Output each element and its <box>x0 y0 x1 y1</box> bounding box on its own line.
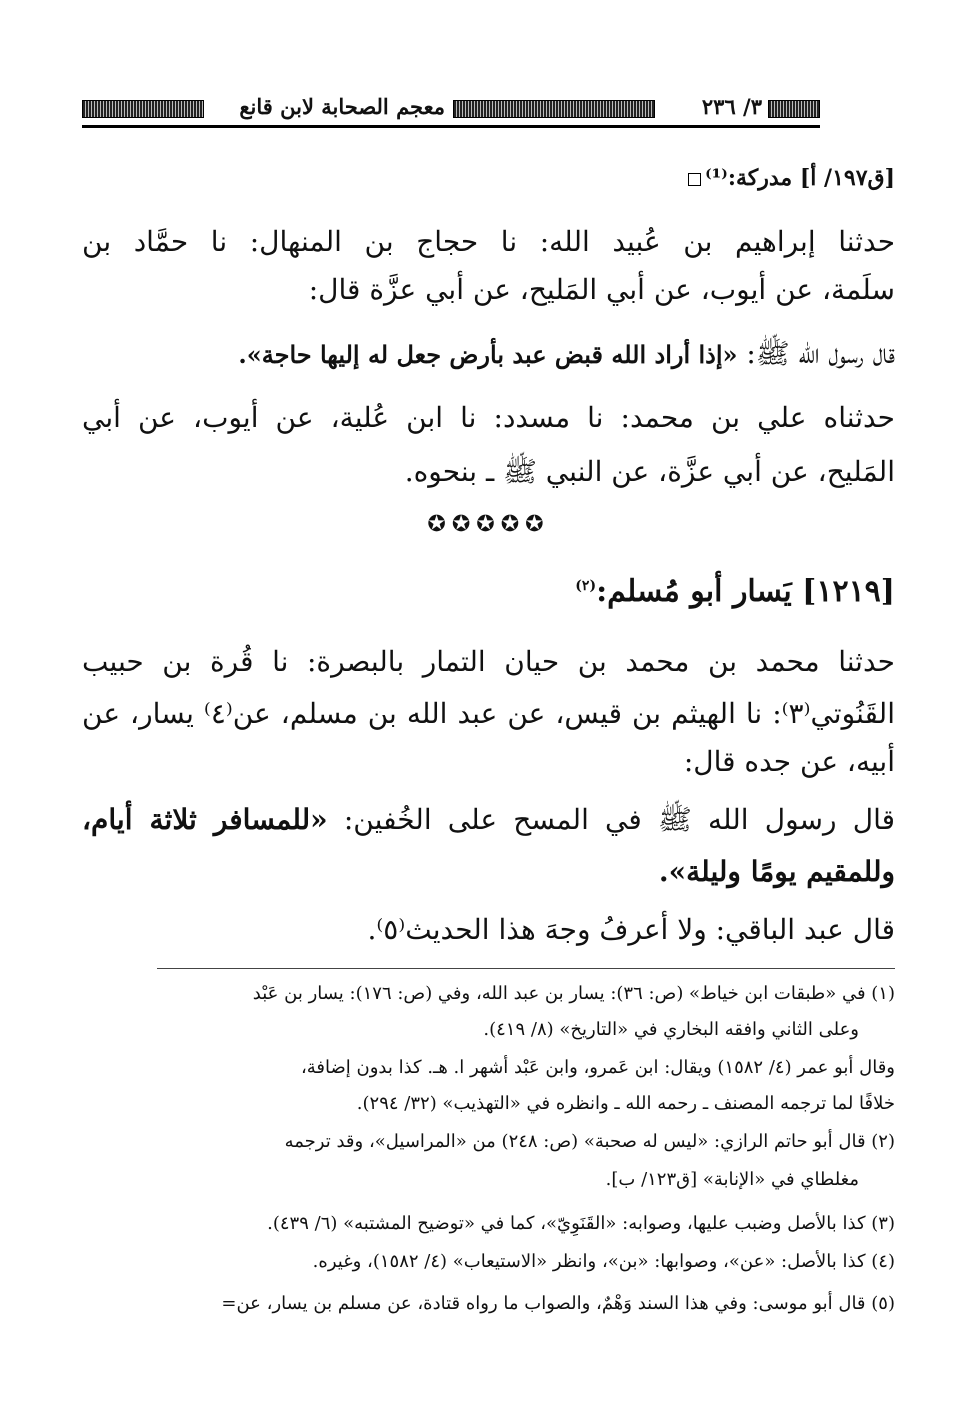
hadith-text: «للمسافر ثلاثة أيام، <box>82 803 328 836</box>
footnote-3: (٣) كذا بالأصل وضبب عليها، وصوابه: «القَنَوِيّ»، كما في «توضيح المشتبه» (٦/ ٤٣٩). <box>267 1213 895 1234</box>
footnote-separator <box>157 968 895 969</box>
entry-heading <box>575 566 895 612</box>
hadith-line <box>238 334 895 375</box>
entry-number: [١٢١٩] <box>802 574 895 609</box>
header-ornament-bar <box>453 100 655 118</box>
entry-heading-prev <box>688 158 895 198</box>
footnote-marker: (٢) <box>575 578 597 594</box>
hadith-text: «إذا أراد الله قبض عبد بأرض جعل له إليها حاجة». <box>238 340 738 369</box>
footnote-1-line: (١) في «طبقات ابن خياط» (ص: ٣٦): يسار بن عبد الله، وفي (ص: ١٧٦): يسار بن عَبْد <box>252 983 895 1004</box>
header-ornament-bar <box>768 100 820 118</box>
hadith-line <box>82 800 895 840</box>
paragraph-line: حدثنا إبراهيم بن عُبيد الله: نا حجاج بن المنهال: نا حمَّاد بن <box>82 225 895 258</box>
footnote-1-line: وعلى الثاني وافقه البخاري في «التاريخ» (٨/ ٤١٩). <box>483 1019 859 1040</box>
paragraph-line: أبيه، عن جده قال: <box>683 745 895 778</box>
footnote-1-line: خلافًا لما ترجمه المصنف ـ رحمه الله ـ وانظره في «التهذيب» (٣٢/ ٢٩٤). <box>356 1093 895 1114</box>
footnote-2-line: (٢) قال أبو حاتم الرازي: «ليس له صحبة» (ص: ٢٤٨) من «المراسيل»، وقد ترجمه <box>284 1131 895 1152</box>
hadith-intro: قال رسول الله ﷺ في المسح على الخُفين: <box>327 803 895 836</box>
paragraph-line: المَليح، عن أبي عزَّة، عن النبي ﷺ ـ بنحوه. <box>404 455 895 488</box>
running-header <box>82 88 820 132</box>
footnote-2-line: مغلطاي في «الإنابة» [ق١٢٣/ ب]. <box>605 1169 859 1190</box>
paragraph-line: سلَمة، عن أيوب، عن أبي المَليح، عن أبي عزَّة قال: <box>308 273 895 306</box>
entry-heading-text: [ق١٩٧/ أ] مدركة:⁽¹⁾ <box>705 165 895 191</box>
header-ornament-bar <box>82 100 204 118</box>
footnote-4: (٤) كذا بالأصل: «عن»، وصوابها: «بن»، وانظر «الاستيعاب» (٤/ ١٥٨٢)، وغيره. <box>312 1251 895 1272</box>
header-rule <box>82 125 820 128</box>
book-title: معجم الصحابة لابن قانع <box>239 94 445 119</box>
hadith-line: وللمقيم يومًا وليلة». <box>658 855 895 888</box>
paragraph-line: القَنُوتي⁽٣⁾: نا الهيثم بن قيس، عن عبد الله بن مسلم، عن⁽٤⁾ يسار، عن <box>82 697 895 730</box>
hadith-intro: قال رسول الله ﷺ: <box>737 337 895 370</box>
footnote-1-line: وقال أبو عمر (٤/ ١٥٨٢) ويقال: ابن عَمرو، وابن عَبْد أشهر ا. هـ. كذا بدون إضافة، <box>300 1057 895 1078</box>
section-divider-stars: ✪✪✪✪✪ <box>427 512 550 537</box>
paragraph-line: حدثناه علي بن محمد: نا مسدد: نا ابن عُلية، عن أيوب، عن أبي <box>82 401 895 434</box>
paragraph-line: حدثنا محمد بن محمد بن حيان التمار بالبصرة: نا قُرة بن حبيب <box>82 645 895 678</box>
paragraph-line: قال عبد الباقي: ولا أعرفُ وجهَ هذا الحديث⁽٥⁾. <box>367 913 895 946</box>
checkbox-square-icon <box>688 173 701 186</box>
page-reference: ٣/ ٢٣٦ <box>701 94 762 119</box>
footnote-5: (٥) قال أبو موسى: وفي هذا السند وَهْمٌ، والصواب ما رواه قتادة، عن مسلم بن يسار، عن= <box>221 1293 895 1314</box>
entry-name: يَسار أبو مُسلم: <box>596 574 792 609</box>
